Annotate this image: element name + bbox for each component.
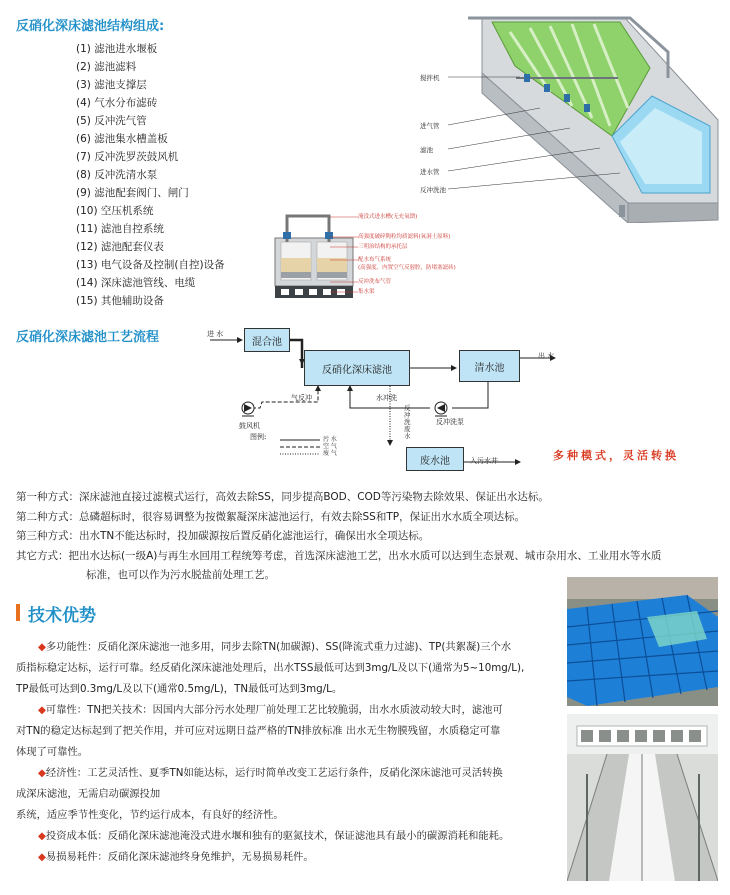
- advantage-line: ◆可靠性：TN把关技术：因国内大部分污水处理厂前处理工艺比较脆弱，出水水质波动较大时，滤池可: [38, 704, 503, 716]
- section-label: 三明治结构的承托层: [358, 244, 408, 250]
- list-item: (3) 滤池支撑层: [76, 79, 147, 91]
- list-item: (10) 空压机系统: [76, 205, 154, 217]
- advantage-line: ◆易损易耗件：反硝化深床滤池终身免维护，无易损易耗件。: [38, 851, 314, 863]
- list-item: (6) 滤池集水槽盖板: [76, 133, 168, 145]
- list-item: (8) 反冲洗清水泵: [76, 169, 158, 181]
- list-item: (9) 滤池配套阀门、闸门: [76, 187, 189, 199]
- legend: 污 水 空 气 废 气: [323, 436, 337, 457]
- diamond-icon: ◆: [38, 851, 46, 863]
- section-label: 集水渠: [358, 289, 375, 295]
- tank-label-backwash: 反冲洗池: [420, 186, 446, 194]
- advantage-line: 成深床滤池，无需启动碳源投加: [16, 788, 161, 800]
- water-backwash-label: 水冲洗: [376, 394, 397, 402]
- mode-line: 标准，也可以作为污水脱盐前处理工艺。: [86, 569, 275, 581]
- pump-icon: [435, 402, 447, 416]
- list-item: (14) 深床滤池管线、电缆: [76, 277, 196, 289]
- diamond-icon: ◆: [38, 704, 46, 716]
- list-item: (7) 反冲洗罗茨鼓风机: [76, 151, 179, 163]
- list-item: (11) 滤池自控系统: [76, 223, 164, 235]
- advantage-line: ◆多功能性：反硝化深床滤池一池多用，同步去除TN(加碳源)、SS(降流式重力过滤)、TP(共絮凝)三个水: [38, 641, 512, 653]
- section-label: 高强度破碎陶粒均质滤料(氧洞土原料): [358, 234, 451, 240]
- legend-title: 图例:: [250, 433, 267, 441]
- denitrification-filter-box: 反硝化深床滤池: [304, 350, 410, 386]
- blower-icon: [242, 402, 254, 416]
- tank-label-filter: 滤池: [420, 146, 433, 154]
- advantage-line: 体现了可靠性。: [16, 746, 89, 758]
- advantage-line: 对TN的稳定达标起到了把关作用，并可应对远期日益严格的TN排放标准 出水无生物膜残留，水质稳定可靠: [16, 725, 501, 737]
- list-item: (2) 滤池滤料: [76, 61, 137, 73]
- clear-water-tank-box: 清水池: [459, 350, 520, 382]
- list-item: (15) 其他辅助设备: [76, 295, 164, 307]
- diamond-icon: ◆: [38, 830, 46, 842]
- filter-channel-photo: [567, 714, 718, 881]
- advantages-title: 技术优势: [28, 606, 96, 626]
- diamond-icon: ◆: [38, 641, 46, 653]
- advantage-line: ◆经济性：工艺灵活性、夏季TN如能达标，运行时简单改变工艺运行条件，反硝化深床滤池可灵活转换: [38, 767, 503, 779]
- component-list: [76, 40, 225, 310]
- tank-label-air-pipe: 进气管: [420, 122, 440, 130]
- flow-outlet-label: 出 水: [538, 352, 555, 360]
- mode-line: 其它方式：把出水达标(一级A)与再生水回用工程统筹考虑，首选深床滤池工艺，出水水质可以达到生态景观、城市杂用水、工业用水等水质: [16, 549, 662, 562]
- cross-section-leaders: [330, 212, 358, 298]
- tank-label-mixer: 搅拌机: [420, 74, 440, 82]
- section-label: 配水布气系统: [358, 257, 392, 263]
- mode-line: 第三种方式：出水TN不能达标时，投加碳源按后置反硝化滤池运行，确保出水全项达标。: [16, 530, 430, 542]
- waste-water-tank-box: 废水池: [406, 447, 464, 471]
- diamond-icon: ◆: [38, 767, 46, 779]
- mode-line: 第二种方式：总磷超标时，很容易调整为按微絮凝深床滤池运行，有效去除SS和TP，保证出水水质全项达标。: [16, 510, 526, 523]
- section-label: 反冲洗布气管: [358, 279, 392, 285]
- process-title: 反硝化深床滤池工艺流程: [16, 330, 160, 345]
- advantage-line: 系统，适应季节性变化，节约运行成本，有良好的经济性。: [16, 809, 284, 821]
- section-label: (高强度、内置空气反射腔，防堵塞滤砖): [358, 265, 456, 271]
- backwash-waste-label: 反 冲 洗 废 水: [404, 404, 411, 440]
- list-item: (13) 电气设备及控制(自控)设备: [76, 259, 225, 271]
- tank-label-inlet-pipe: 进水管: [420, 168, 440, 176]
- advantages-accent-bar: [16, 604, 20, 621]
- list-item: (12) 滤池配套仪表: [76, 241, 164, 253]
- air-backwash-label: 气反冲: [291, 394, 312, 402]
- list-item: (5) 反冲洗气管: [76, 115, 147, 127]
- advantage-line: TP最低可达到0.3mg/L及以下(通常0.5mg/L)，TN最低可达到3mg/L。: [16, 683, 343, 695]
- filter-brick-photo: [567, 577, 718, 706]
- blower-label: 鼓风机: [239, 422, 260, 430]
- mix-tank-box: 混合池: [244, 328, 290, 352]
- mode-line: 第一种方式：深床滤池直接过滤模式运行，高效去除SS，同步提高BOD、COD等污染物去除效果、保证出水达标。: [16, 491, 549, 503]
- structure-title: 反硝化深床滤池结构组成:: [16, 19, 165, 34]
- flow-inlet-label: 进 水: [207, 330, 224, 338]
- list-item: (4) 气水分布滤砖: [76, 97, 158, 109]
- backwash-pump-label: 反冲洗泵: [436, 418, 464, 426]
- filter-tank-illustration: [420, 8, 720, 223]
- operating-modes: [16, 488, 716, 586]
- to-sewer-label: 入污水井: [470, 457, 498, 465]
- list-item: (1) 滤池进水堰板: [76, 43, 158, 55]
- advantages-text: [16, 637, 561, 868]
- process-flow-lines: [190, 300, 560, 480]
- section-label: 淹没式进水槽(无充氧馈): [358, 214, 418, 220]
- advantage-line: ◆投资成本低：反硝化深床滤池淹没式进水堰和独有的驱氮技术，保证滤池具有最小的碳源消耗和能耗。: [38, 830, 510, 842]
- advantage-line: 质指标稳定达标，运行可靠。经反硝化深床滤池处理后，出水TSS最低可达到3mg/L及以下(通常为5~10mg/L),: [16, 662, 525, 674]
- slogan: 多种模式，灵活转换: [553, 449, 679, 462]
